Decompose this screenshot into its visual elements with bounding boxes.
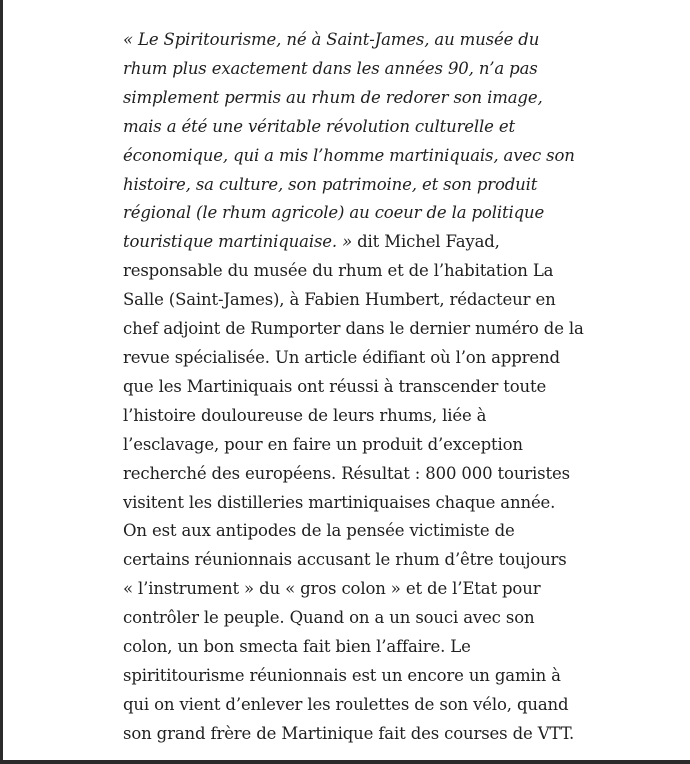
body-text: Salle (Saint-James), à Fabien Humbert, rédacteur en — [123, 290, 556, 310]
quote-text: touristique martiniquaise. » — [123, 232, 353, 252]
text-line — [123, 720, 583, 749]
text-line — [123, 344, 583, 373]
quote-text: économique, qui a mis l’homme martiniquais, avec son — [123, 145, 575, 165]
text-line — [123, 286, 583, 315]
text-line — [123, 113, 583, 142]
text-line — [123, 460, 583, 489]
text-line — [123, 199, 583, 228]
text-line — [123, 604, 583, 633]
text-line — [123, 546, 583, 575]
quote-text: régional (le rhum agricole) au coeur de la politique — [123, 203, 545, 223]
text-line — [123, 142, 583, 171]
article-paragraph — [123, 26, 583, 749]
quote-text: histoire, sa culture, son patrimoine, et son produit — [123, 174, 538, 194]
text-line — [123, 402, 583, 431]
body-text: chef adjoint de Rumporter dans le dernier numéro de la — [123, 319, 584, 339]
quote-text: simplement permis au rhum de redorer son image, — [123, 87, 543, 107]
text-line — [123, 431, 583, 460]
body-text: dit Michel Fayad, — [352, 232, 500, 252]
body-text: « l’instrument » du « gros colon » et de l’Etat pour — [123, 579, 541, 599]
body-text: spirititourisme réunionnais est un encore un gamin à — [123, 665, 561, 685]
quote-text: rhum plus exactement dans les années 90, n’a pas — [123, 58, 538, 78]
body-text: l’esclavage, pour en faire un produit d’exception — [123, 434, 523, 454]
quote-text: mais a été une véritable révolution culturelle et — [123, 116, 515, 136]
body-text: l’histoire douloureuse de leurs rhums, liée à — [123, 405, 487, 425]
body-text: On est aux antipodes de la pensée victimiste de — [123, 521, 515, 541]
body-text: visitent les distilleries martiniquaises chaque année. — [123, 492, 556, 512]
body-text: contrôler le peuple. Quand on a un souci avec son — [123, 608, 535, 628]
body-text: qui on vient d’enlever les roulettes de son vélo, quand — [123, 694, 569, 714]
text-line — [123, 633, 583, 662]
body-text: que les Martiniquais ont réussi à transcender toute — [123, 376, 547, 396]
text-line — [123, 257, 583, 286]
body-text: colon, un bon smecta fait bien l’affaire. Le — [123, 637, 471, 657]
body-text: responsable du musée du rhum et de l’habitation La — [123, 261, 554, 281]
text-line — [123, 575, 583, 604]
text-line — [123, 662, 583, 691]
text-line — [123, 517, 583, 546]
body-text: son grand frère de Martinique fait des courses de VTT. — [123, 723, 575, 743]
text-line — [123, 26, 583, 55]
body-text: certains réunionnais accusant le rhum d’être toujours — [123, 550, 567, 570]
text-line — [123, 55, 583, 84]
text-line — [123, 228, 583, 257]
text-line — [123, 489, 583, 518]
quote-text: « Le Spiritourisme, né à Saint-James, au musée du — [123, 30, 540, 49]
text-line — [123, 171, 583, 200]
body-text: recherché des européens. Résultat : 800 000 touristes — [123, 463, 570, 483]
text-line — [123, 691, 583, 720]
text-line — [123, 315, 583, 344]
body-text: revue spécialisée. Un article édifiant où l’on apprend — [123, 347, 560, 367]
text-line — [123, 373, 583, 402]
text-line — [123, 84, 583, 113]
